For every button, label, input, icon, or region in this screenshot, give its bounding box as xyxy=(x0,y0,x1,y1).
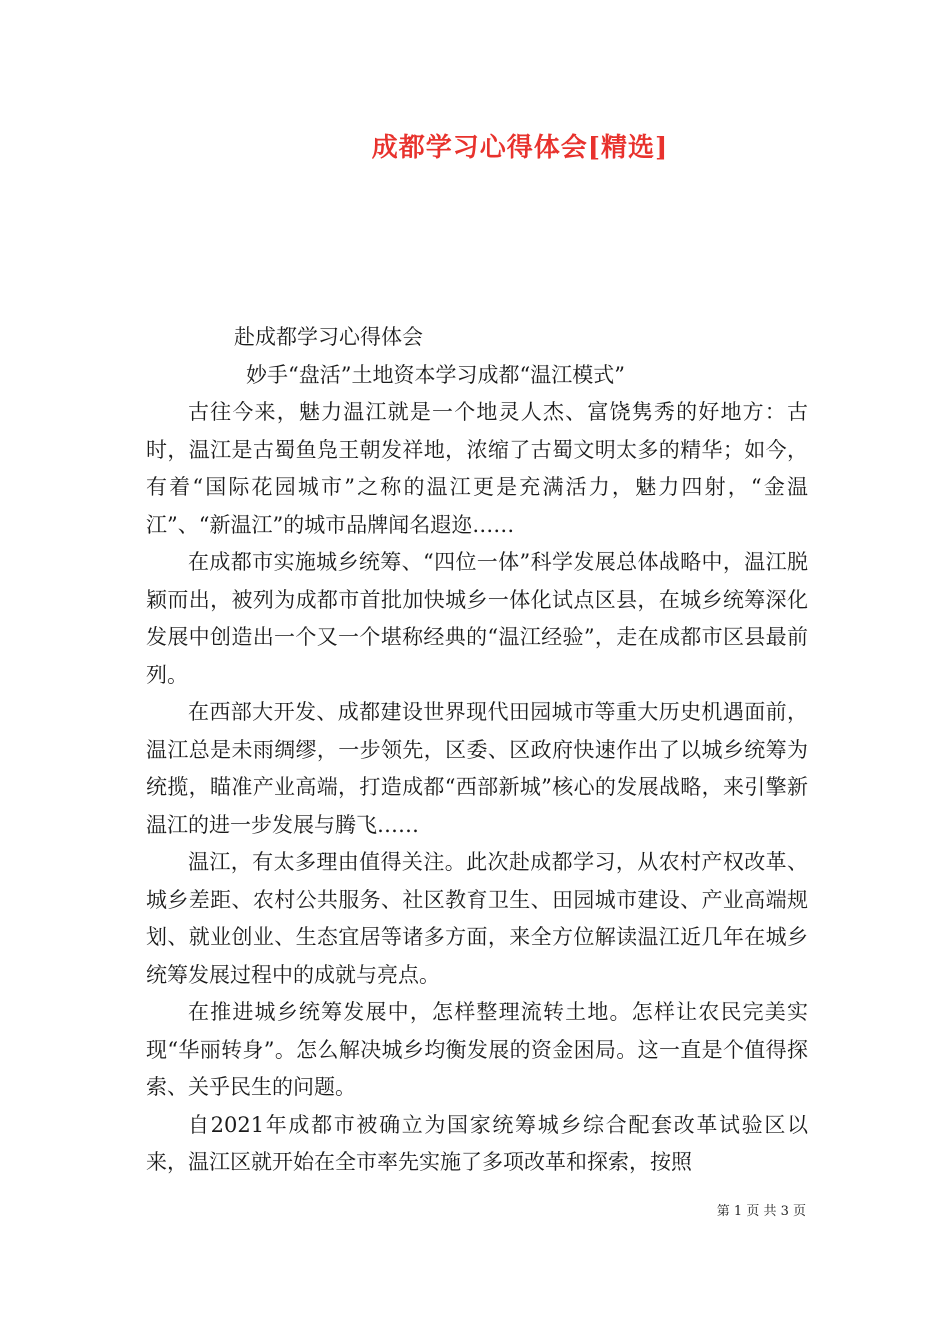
paragraph: 在成都市实施城乡统筹、“四位一体”科学发展总体战略中，温江脱颖而出，被列为成都市首批加快城乡一体化试点区县，在城乡统筹深化发展中创造出一个又一个堪称经典的“温江经验”，走在成都市区县最前列。 xyxy=(146,550,808,687)
paragraph: 在推进城乡统筹发展中，怎样整理流转土地。怎样让农民完美实现“华丽转身”。怎么解决城乡均衡发展的资金困局。这一直是个值得探索、关乎民生的问题。 xyxy=(146,1000,808,1099)
document-body xyxy=(146,319,808,1182)
section-heading: 赴成都学习心得体会 xyxy=(234,325,423,349)
document-title: 成都学习心得体会[精选] xyxy=(371,133,669,163)
paragraph: 古往今来，魅力温江就是一个地灵人杰、富饶隽秀的好地方：古时，温江是古蜀鱼凫王朝发祥地，浓缩了古蜀文明太多的精华；如今，有着“国际花园城市”之称的温江更是充满活力，魅力四射，“金温江”、“新温江”的城市品牌闻名遐迩…… xyxy=(146,400,808,537)
article-subtitle: 妙手“盘活”土地资本学习成都“温江模式” xyxy=(246,362,625,387)
page-number-footer: 第 1 页 共 3 页 xyxy=(716,1204,806,1219)
paragraph: 温江，有太多理由值得关注。此次赴成都学习，从农村产权改革、城乡差距、农村公共服务、社区教育卫生、田园城市建设、产业高端规划、就业创业、生态宜居等诸多方面，来全方位解读温江近几年在城乡统筹发展过程中的成就与亮点。 xyxy=(146,850,808,987)
paragraph: 自2021年成都市被确立为国家统筹城乡综合配套改革试验区以来，温江区就开始在全市率先实施了多项改革和探索，按照 xyxy=(146,1112,808,1174)
paragraph: 在西部大开发、成都建设世界现代田园城市等重大历史机遇面前，温江总是未雨绸缪，一步领先，区委、区政府快速作出了以城乡统筹为统揽，瞄准产业高端，打造成都“西部新城”核心的发展战略，来引擎新温江的进一步发展与腾飞…… xyxy=(146,700,808,837)
